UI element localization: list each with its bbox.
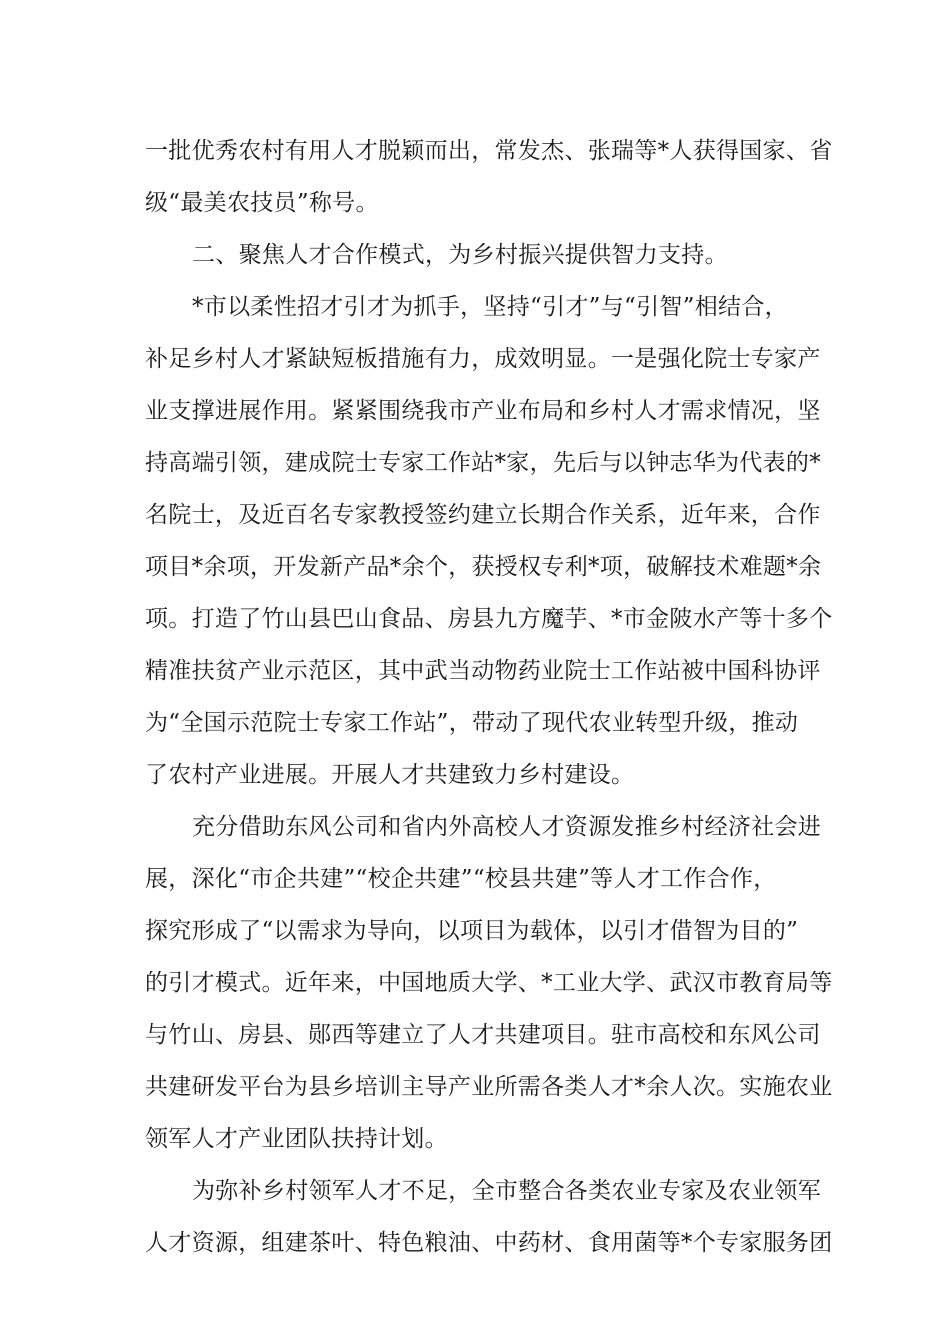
- text-line: 业支撑进展作用。紧紧围绕我市产业布局和乡村人才需求情况，坚: [145, 398, 821, 424]
- text-line: 名院士，及近百名专家教授签约建立长期合作关系，近年来，合作: [145, 502, 821, 528]
- text-line: 为弥补乡村领军人才不足，全市整合各类农业专家及农业领军: [192, 1178, 822, 1204]
- text-line: *市以柔性招才引才为抓手，坚持“引才”与“引智”相结合，: [192, 294, 788, 320]
- section-heading: 二、聚焦人才合作模式，为乡村振兴提供智力支持。: [192, 242, 728, 268]
- text-line: 补足乡村人才紧缺短板措施有力，成效明显。一是强化院士专家产: [145, 346, 821, 372]
- text-line: 充分借助东风公司和省内外高校人才资源发推乡村经济社会进: [192, 814, 822, 840]
- text-line: 探究形成了“以需求为导向，以项目为载体，以引才借智为目的”: [145, 918, 799, 944]
- text-line: 项目*余项，开发新产品*余个，获授权专利*项，破解技术难题*余: [145, 554, 822, 580]
- text-line: 一批优秀农村有用人才脱颖而出，常发杰、张瑞等*人获得国家、省: [145, 138, 833, 164]
- text-line: 为“全国示范院士专家工作站”，带动了现代农业转型升级，推动: [145, 710, 799, 736]
- text-line: 的引才模式。近年来，中国地质大学、*工业大学、武汉市教育局等: [145, 970, 833, 996]
- text-line: 人才资源，组建茶叶、特色粮油、中药材、食用菌等*个专家服务团: [145, 1230, 833, 1256]
- text-line: 级“最美农技员”称号。: [145, 190, 379, 216]
- text-line: 与竹山、房县、郧西等建立了人才共建项目。驻市高校和东风公司: [145, 1022, 821, 1048]
- text-line: 展，深化“市企共建”“校企共建”“校县共建”等人才工作合作，: [145, 866, 777, 892]
- text-line: 持高端引领，建成院士专家工作站*家，先后与以钟志华为代表的*: [145, 450, 821, 476]
- text-line: 领军人才产业团队扶持计划。: [145, 1126, 448, 1152]
- text-line: 精准扶贫产业示范区，其中武当动物药业院士工作站被中国科协评: [145, 658, 821, 684]
- text-line: 共建研发平台为县乡培训主导产业所需各类人才*余人次。实施农业: [145, 1074, 833, 1100]
- text-line: 了农村产业进展。开展人才共建致力乡村建设。: [145, 762, 635, 788]
- text-line: 项。打造了竹山县巴山食品、房县九方魔芋、*市金陂水产等十多个: [145, 606, 833, 632]
